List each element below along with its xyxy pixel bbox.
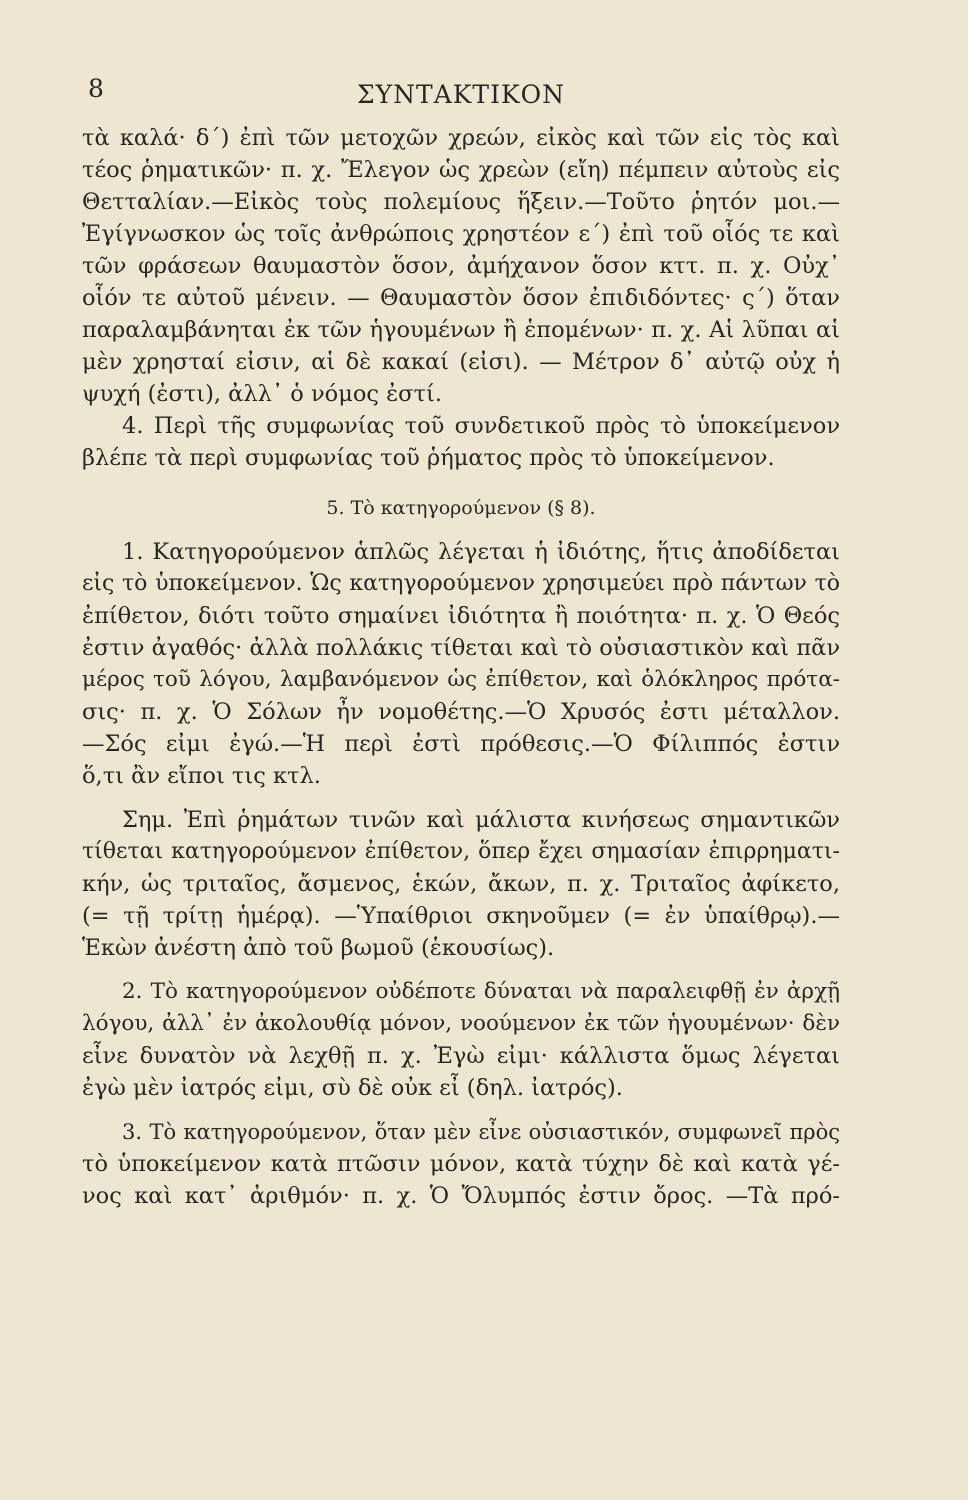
text-line: ψυχή (ἐστι), ἀλλ᾽ ὁ νόμος ἐστί.: [82, 381, 442, 407]
text-line: 4. Περὶ τῆς συμφωνίας τοῦ συνδετικοῦ πρὸς τὸ ὑποκείμενον: [122, 413, 840, 439]
text-line: 3. Τὸ κατηγορούμενον, ὅταν μὲν εἶνε οὐσιαστικόν, συμφωνεῖ πρὸς: [122, 1120, 840, 1144]
text-line: Ἐγίγνωσκον ὡς τοῖς ἀνθρώποις χρηστέον ε΄) ἐπὶ τοῦ οἷός τε καὶ: [82, 221, 840, 247]
text-line: μὲν χρησταί εἰσιν, αἱ δὲ κακαί (εἰσι). — Μέτρον δ᾽ αὐτῷ οὐχ ἡ: [82, 349, 840, 375]
page-number: 8: [88, 74, 104, 103]
running-title: ΣΥΝΤΑΚΤΙΚΟΝ: [356, 80, 566, 109]
paragraph-4: [82, 410, 840, 474]
text-line: 1. Κατηγορούμενον ἁπλῶς λέγεται ἡ ἰδιότης, ἥτις ἀποδίδεται: [122, 539, 840, 565]
paragraph-1: [82, 536, 840, 792]
text-line: βλέπε τὰ περὶ συμφωνίας τοῦ ῥήματος πρὸς τὸ ὑποκείμενον.: [82, 445, 775, 471]
text-line: Θετταλίαν.—Εἰκὸς τοὺς πολεμίους ἥξειν.—Τοῦτο ῥητόν μοι.—: [82, 189, 840, 215]
text-line: τέος ῥηματικῶν· π. χ. Ἔλεγον ὡς χρεὼν (εἴη) πέμπειν αὐτοὺς εἰς: [82, 157, 840, 183]
text-line: —Σός εἰμι ἐγώ.—Ἡ περὶ ἐστὶ πρόθεσις.—Ὁ Φίλιππός ἐστιν: [82, 731, 840, 757]
text-line: παραλαμβάνηται ἐκ τῶν ἡγουμένων ἢ ἑπομένων· π. χ. Αἱ λῦπαι αἱ: [82, 317, 840, 343]
text-line: (= τῇ τρίτῃ ἡμέρᾳ). —Ὑπαίθριοι σκηνοῦμεν (= ἐν ὑπαίθρῳ).—: [82, 903, 840, 929]
text-line: λόγου, ἀλλ᾽ ἐν ἀκολουθίᾳ μόνον, νοούμενον ἐκ τῶν ἡγουμένων· δὲν: [82, 1011, 840, 1036]
text-line: εἶνε δυνατὸν νὰ λεχθῇ π. χ. Ἐγὼ εἰμι· κάλλιστα ὅμως λέγεται: [82, 1043, 840, 1069]
text-line: τὰ καλά· δ΄) ἐπὶ τῶν μετοχῶν χρεών, εἰκὸς καὶ τῶν εἰς τὸς καὶ: [82, 125, 840, 151]
text-line: τῶν φράσεων θαυμαστὸν ὅσον, ἀμήχανον ὅσον κττ. π. χ. Οὐχ᾽: [82, 253, 840, 279]
text-line: σις· π. χ. Ὁ Σόλων ἦν νομοθέτης.—Ὁ Χρυσός ἐστι μέταλλον.: [82, 699, 840, 725]
text-line: ὅ,τι ἂν εἴποι τις κτλ.: [82, 763, 321, 789]
text-line: ἐγὼ μὲν ἰατρός εἰμι, σὺ δὲ οὐκ εἶ (δηλ. ἰατρός).: [82, 1075, 623, 1101]
text-line: Ἑκὼν ἀνέστη ἀπὸ τοῦ βωμοῦ (ἑκουσίως).: [82, 935, 555, 961]
text-line: μέρος τοῦ λόγου, λαμβανόμενον ὡς ἐπίθετον, καὶ ὁλόκληρος πρότα-: [82, 667, 840, 692]
page-header: [82, 74, 840, 110]
text-line: 2. Τὸ κατηγορούμενον οὐδέποτε δύναται νὰ παραλειφθῇ ἐν ἀρχῇ: [122, 979, 840, 1004]
paragraph-continued: [82, 122, 840, 410]
paragraph-3: [82, 1116, 840, 1212]
text-line: ἐστιν ἀγαθός· ἀλλὰ πολλάκις τίθεται καὶ τὸ οὐσιαστικὸν καὶ πᾶν: [82, 635, 840, 661]
paragraph-2: [82, 976, 840, 1104]
text-line: ἐπίθετον, διότι τοῦτο σημαίνει ἰδιότητα ἢ ποιότητα· π. χ. Ὁ Θεός: [82, 603, 840, 629]
page-body: [82, 122, 840, 1212]
note-paragraph: [82, 804, 840, 964]
text-line: τίθεται κατηγορούμενον ἐπίθετον, ὅπερ ἔχει σημασίαν ἐπιρρηματι-: [82, 839, 840, 864]
text-line: νος καὶ κατ᾽ ἀριθμόν· π. χ. Ὁ Ὄλυμπός ἐστιν ὄρος. —Τὰ πρό-: [82, 1183, 840, 1209]
text-line: οἷόν τε αὐτοῦ μένειν. — Θαυμαστὸν ὅσον ἐπιδιδόντες· ς΄) ὅταν: [82, 285, 840, 311]
text-line: Σημ. Ἐπὶ ῥημάτων τινῶν καὶ μάλιστα κινήσεως σημαντικῶν: [122, 807, 840, 833]
text-line: εἰς τὸ ὑποκείμενον. Ὡς κατηγορούμενον χρησιμεύει πρὸ πάντων τὸ: [82, 571, 840, 596]
text-line: κήν, ὡς τριταῖος, ἄσμενος, ἑκών, ἄκων, π. χ. Τριταῖος ἀφίκετο,: [82, 871, 840, 897]
section-heading: 5. Τὸ κατηγορούμενον (§ 8).: [326, 497, 596, 519]
text-line: τὸ ὑποκείμενον κατὰ πτῶσιν μόνον, κατὰ τύχην δὲ καὶ κατὰ γέ-: [82, 1151, 840, 1177]
